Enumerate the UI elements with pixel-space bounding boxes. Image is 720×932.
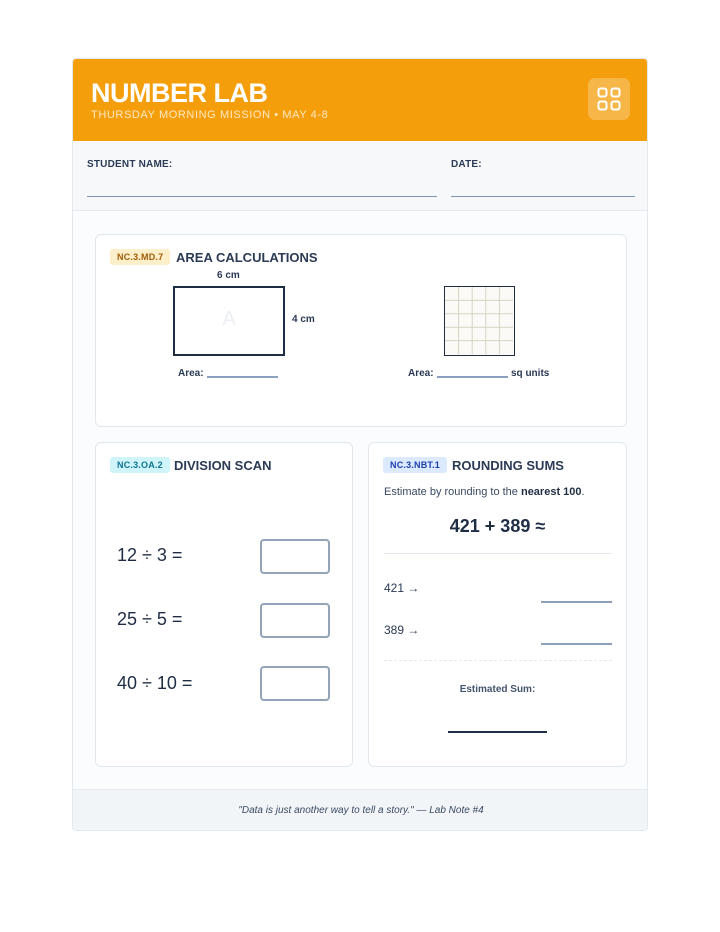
student-info-row: [73, 141, 648, 211]
rectangle-shape: [173, 286, 285, 356]
header-banner: [73, 59, 648, 141]
divider: [384, 553, 612, 554]
area-standard-badge: NC.3.MD.7: [110, 249, 170, 265]
rounding-standard-badge: NC.3.NBT.1: [383, 457, 447, 473]
rounding-answer-2[interactable]: [541, 643, 612, 645]
area-answer-grid[interactable]: [437, 376, 508, 378]
rect-width-label: 6 cm: [217, 270, 240, 281]
rounding-equation: 421 + 389 ≈: [449, 516, 546, 536]
division-problem-3: 40 ÷ 10 =: [117, 673, 193, 693]
hint-emphasis: nearest 100: [520, 486, 582, 498]
estimated-sum-answer[interactable]: [448, 731, 547, 733]
area-card-title: AREA CALCULATIONS: [176, 250, 318, 265]
division-answer-3[interactable]: [260, 666, 330, 701]
footer: [73, 789, 648, 831]
rounding-row-2-label: 389 →: [384, 623, 420, 637]
hint-text: Estimate by rounding to the: [384, 486, 521, 498]
area-answer-rectangle[interactable]: [207, 376, 278, 378]
date-label: DATE:: [451, 159, 482, 170]
division-answer-1[interactable]: [260, 539, 330, 574]
grid-icon: [597, 87, 621, 111]
page-title: NUMBER LAB: [91, 78, 268, 108]
division-problem-2: 25 ÷ 5 =: [117, 609, 183, 629]
menu-button[interactable]: [588, 78, 630, 120]
hint-end: .: [581, 486, 585, 498]
sq-units-label: sq units: [511, 368, 550, 379]
division-standard-badge: NC.3.OA.2: [110, 457, 170, 473]
division-problem-1: 12 ÷ 3 =: [117, 545, 183, 565]
division-card-title: DIVISION SCAN: [174, 458, 272, 473]
rounding-card-title: ROUNDING SUMS: [452, 458, 564, 473]
rounding-sums-card: [368, 442, 627, 767]
division-scan-card: [95, 442, 353, 767]
page-subtitle: THURSDAY MORNING MISSION • MAY 4-8: [91, 109, 329, 121]
footer-quote: "Data is just another way to tell a story." — Lab Note #4: [238, 805, 484, 816]
rounding-row-1-label: 421 →: [384, 581, 420, 595]
unit-grid: [444, 286, 515, 356]
worksheet: [72, 58, 648, 831]
estimated-sum-label: Estimated Sum:: [459, 684, 536, 695]
rect-height-label: 4 cm: [292, 314, 315, 325]
dashed-divider: [384, 660, 612, 661]
student-name-label: STUDENT NAME:: [87, 159, 173, 170]
division-answer-2[interactable]: [260, 603, 330, 638]
rectangle-letter: A: [222, 308, 236, 330]
area-label-rectangle: Area:: [178, 368, 204, 379]
rounding-answer-1[interactable]: [541, 601, 612, 603]
unit-grid-lines: [445, 287, 513, 354]
date-field[interactable]: [451, 196, 635, 197]
student-name-field[interactable]: [87, 196, 437, 197]
area-calculations-card: [95, 234, 627, 427]
area-label-grid: Area:: [408, 368, 434, 379]
rounding-instructions: [384, 486, 585, 498]
